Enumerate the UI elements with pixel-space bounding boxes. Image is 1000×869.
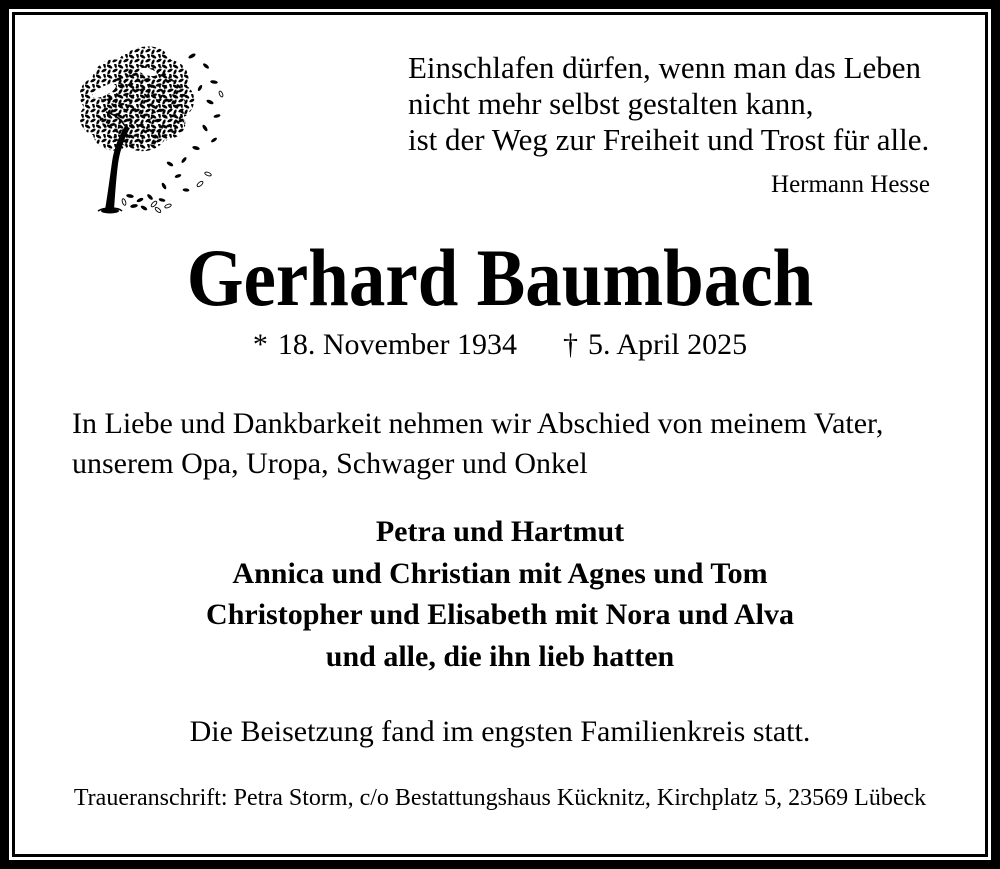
quote-line-1: Einschlafen dürfen, wenn man das Leben [408,50,922,85]
birth-date-group [253,325,517,365]
birth-date: 18. November 1934 [277,328,517,361]
mourners-line-4: und alle, die ihn lieb hatten [325,639,675,673]
life-dates [0,325,1000,365]
funeral-note: Die Beisetzung fand im engsten Familienkreis statt. [189,715,811,748]
mourners-line-2: Annica und Christian mit Agnes und Tom [232,556,768,590]
quote-line-3: ist der Weg zur Freiheit und Trost für alle. [408,122,930,157]
quote-block [408,50,930,200]
death-date-group [563,325,747,365]
mourners-list [0,511,1000,677]
tree-with-falling-leaves-icon [74,44,224,216]
born-symbol: * [252,328,268,361]
cross-symbol: † [562,328,578,361]
death-date: 5. April 2025 [587,328,748,361]
quote-line-2: nicht mehr selbst gestalten kann, [408,86,814,121]
intro-text: In Liebe und Dankbarkeit nehmen wir Abschied von meinem Vater, unserem Opa, Uropa, Schwager und Onkel [72,407,884,480]
mourners-line-1: Petra und Hartmut [375,515,625,548]
quote-attribution: Hermann Hesse [771,171,930,198]
mourners-line-3: Christopher und Elisabeth mit Nora und Alva [206,598,794,631]
mourning-address: Traueranschrift: Petra Storm, c/o Bestattungshaus Kücknitz, Kirchplatz 5, 23569 Lübeck [73,785,927,811]
deceased-name: Gerhard Baumbach [186,232,814,323]
